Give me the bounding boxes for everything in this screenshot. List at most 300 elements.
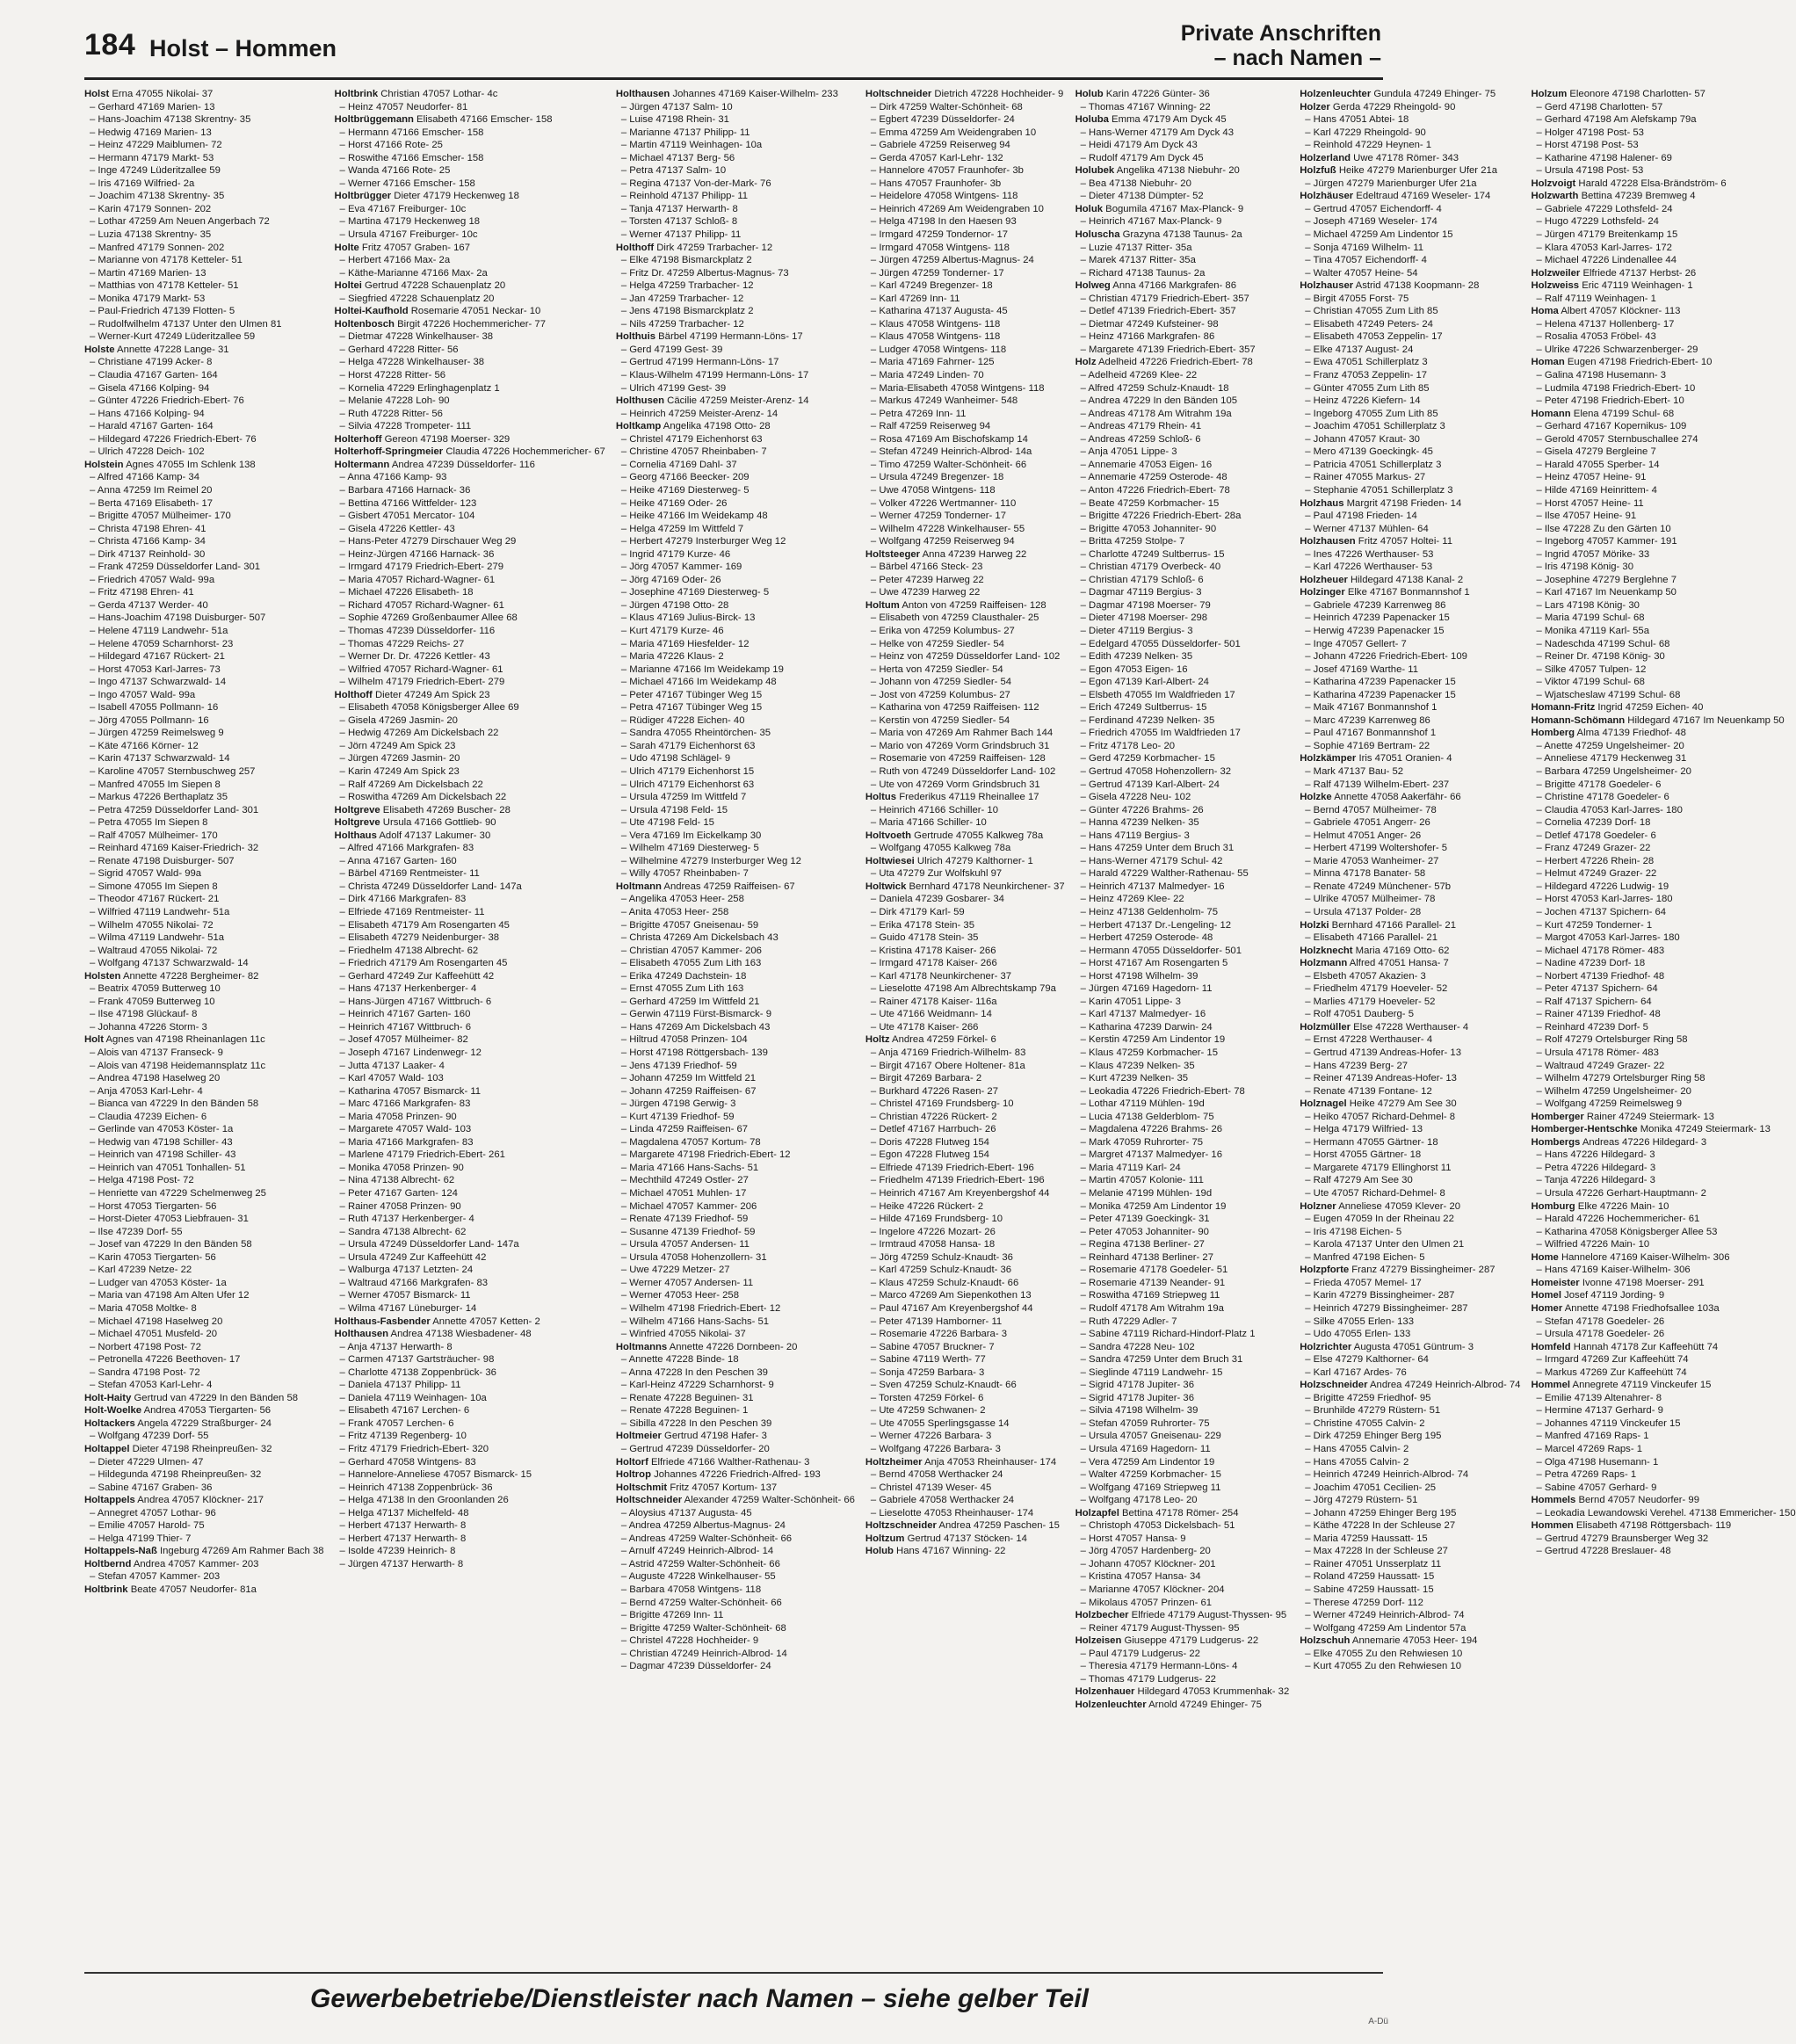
directory-entry: Holzhauser Astrid 47138 Koopmann- 28 <box>1300 280 1480 292</box>
directory-entry: – Claudia 47167 Garten- 164 <box>90 370 218 381</box>
directory-entry: Holtei-Kaufhold Rosemarie 47051 Neckar- 10 <box>334 306 541 317</box>
directory-entry: – Max 47228 In der Schleuse 27 <box>1305 1546 1448 1557</box>
directory-entry: – Ute 47055 Sperlingsgasse 14 <box>870 1417 1010 1429</box>
directory-entry: – Werner 47226 Barbara- 3 <box>870 1431 992 1442</box>
directory-entry: – Petra 47269 Raps- 1 <box>1536 1469 1637 1481</box>
directory-entry: – Heinrich 47279 Bissingheimer- 287 <box>1305 1302 1468 1314</box>
directory-entry: – Klara 47053 Karl-Jarres- 172 <box>1536 242 1672 253</box>
directory-entry: Homberg Alma 47139 Friedhof- 48 <box>1531 728 1686 739</box>
directory-entry: – Rosalia 47053 Fröbel- 43 <box>1536 331 1656 343</box>
directory-entry: – Marianne 47166 Im Weidekamp 19 <box>620 663 784 675</box>
directory-entry: – Elisabeth 47053 Zeppelin- 17 <box>1305 331 1443 343</box>
directory-entry: Holtappels-Naß Ingeburg 47269 Am Rahmer Bach 38 <box>84 1546 324 1557</box>
directory-entry: – Rainer 47139 Friedhof- 48 <box>1536 1009 1661 1020</box>
directory-entry: – Jürgen 47137 Salm- 10 <box>620 101 733 112</box>
directory-entry: – Maria 47166 Hans-Sachs- 51 <box>620 1162 759 1173</box>
directory-entry: – Barbara 47058 Wintgens- 118 <box>620 1584 762 1595</box>
directory-entry: Holt Agnes van 47198 Rheinanlagen 11c <box>84 1034 265 1046</box>
directory-entry: – Herbert 47166 Max- 2a <box>339 255 451 266</box>
directory-entry: – Friedrich 47055 Im Waldfrieden 17 <box>1080 728 1241 739</box>
directory-entry: – Ute 47166 Weidmann- 14 <box>870 1009 992 1020</box>
directory-entry: – Harald 47229 Walther-Rathenau- 55 <box>1080 868 1249 880</box>
directory-entry: – Thomas 47179 Ludgerus- 22 <box>1080 1673 1216 1685</box>
directory-entry: – Frieda 47057 Memel- 17 <box>1305 1277 1422 1288</box>
directory-entry: – Werner 47057 Andersen- 11 <box>620 1277 754 1288</box>
directory-entry: – Helga 47179 Wilfried- 13 <box>1305 1124 1423 1135</box>
directory-entry: – Wilhelm 47198 Friedrich-Ebert- 12 <box>620 1302 781 1314</box>
directory-entry: – Wolfgang 47259 Am Lindentor 57a <box>1305 1622 1466 1634</box>
directory-column-2 <box>335 88 605 1960</box>
directory-entry: – Petronella 47226 Beethoven- 17 <box>90 1354 241 1366</box>
directory-entry: – Margarete 47139 Friedrich-Ebert- 357 <box>1080 344 1256 355</box>
directory-entry: – Dagmar 47239 Düsseldorfer- 24 <box>620 1661 771 1672</box>
directory-entry: – Eugen 47059 In der Rheinau 22 <box>1305 1214 1454 1225</box>
directory-entry: – Maria 47119 Karl- 24 <box>1080 1162 1181 1173</box>
directory-entry: – Ruth 47229 Adler- 7 <box>1080 1316 1177 1327</box>
directory-entry: – Tina 47057 Eichendorff- 4 <box>1305 255 1427 266</box>
directory-entry: – Charlotte 47138 Zoppenbrück- 36 <box>339 1366 496 1378</box>
directory-entry: – Michael 47178 Römer- 483 <box>1536 945 1665 956</box>
directory-entry: – Hans 47166 Kolping- 94 <box>90 408 205 419</box>
directory-entry: – Anna 47259 Im Reimel 20 <box>90 484 213 496</box>
directory-entry: – Klaus 47239 Nelken- 35 <box>1080 1060 1195 1071</box>
directory-entry: – Kurt 47239 Nelken- 35 <box>1080 1073 1189 1084</box>
directory-entry: – Karl-Heinz 47229 Scharnhorst- 9 <box>620 1380 774 1391</box>
directory-entry: – Werner 47137 Mühlen- 64 <box>1305 523 1429 534</box>
directory-entry: – Katharina 47137 Augusta- 45 <box>870 306 1008 317</box>
directory-entry: – Dietmar 47249 Kufsteiner- 98 <box>1080 318 1219 330</box>
directory-entry: – Jörg 47279 Rüstern- 51 <box>1305 1495 1418 1506</box>
directory-entry: – Gertrud 47139 Karl-Albert- 24 <box>1080 779 1220 790</box>
directory-entry: Holtappels Andrea 47057 Klöckner- 217 <box>84 1495 264 1506</box>
directory-entry: – Martin 47057 Kolonie- 111 <box>1080 1175 1204 1186</box>
directory-entry: – Ines 47226 Werthauser- 53 <box>1305 548 1434 560</box>
directory-entry: – Edelgard 47055 Düsseldorfer- 501 <box>1080 638 1241 649</box>
directory-entry: Holtschneider Alexander 47259 Walter-Schönheit- 66 <box>615 1495 855 1506</box>
directory-entry: – Bärbel 47169 Rentmeister- 11 <box>339 868 480 880</box>
directory-entry: – Wilhelm 47055 Nikolai- 72 <box>90 919 214 931</box>
directory-entry: – Elisabeth von 47259 Clausthaler- 25 <box>870 612 1039 624</box>
directory-entry: – Hans-Werner 47179 Schul- 42 <box>1080 855 1223 866</box>
directory-entry: – Isolde 47239 Heinrich- 8 <box>339 1546 456 1557</box>
directory-entry: – Bianca van 47229 In den Bänden 58 <box>90 1098 259 1110</box>
directory-entry: – Roswitha 47169 Striepweg 11 <box>1080 1290 1220 1301</box>
directory-entry: Holtus Frederikus 47119 Rheinallee 17 <box>865 792 1039 803</box>
directory-entry: – Michael 47226 Elisabeth- 18 <box>339 587 474 598</box>
directory-entry: – Elisabeth 47279 Neidenburger- 38 <box>339 932 500 944</box>
directory-entry: – Therese 47259 Dorf- 112 <box>1305 1597 1423 1608</box>
directory-entry: – Dagmar 47198 Moerser- 79 <box>1080 599 1211 611</box>
directory-entry: – Peter 47139 Hamborner- 11 <box>870 1316 1003 1327</box>
directory-entry: – Ulrich 47199 Gest- 39 <box>620 382 727 394</box>
directory-entry: – Gerhard 47259 Im Wittfeld 21 <box>620 996 760 1007</box>
directory-entry: – Stefan 47249 Heinrich-Albrod- 14a <box>870 446 1032 458</box>
directory-entry: – Manfred 47179 Sonnen- 202 <box>90 242 225 253</box>
directory-entry: – Harald 47226 Hochemmericher- 61 <box>1536 1214 1700 1225</box>
directory-entry: – Holger 47198 Post- 53 <box>1536 127 1644 138</box>
directory-entry: Holsten Annette 47228 Bergheimer- 82 <box>84 970 259 982</box>
directory-entry: – Helene 47119 Landwehr- 51a <box>90 625 228 636</box>
directory-entry: – Viktor 47199 Schul- 68 <box>1536 677 1645 688</box>
directory-entry: – Peter 47137 Spichern- 64 <box>1536 983 1658 995</box>
directory-entry: – Jens 47198 Bismarckplatz 2 <box>620 306 754 317</box>
directory-entry: Holzum Eleonore 47198 Charlotten- 57 <box>1531 89 1705 99</box>
directory-entry: – Franz 47053 Zeppelin- 17 <box>1305 370 1428 381</box>
directory-entry: – Volker 47226 Wertmanner- 110 <box>870 497 1017 509</box>
directory-entry: – Egon 47139 Karl-Albert- 24 <box>1080 677 1209 688</box>
directory-entry: – Kristina 47057 Hansa- 34 <box>1080 1571 1201 1583</box>
directory-entry: Holuba Emma 47179 Am Dyck 45 <box>1075 114 1227 126</box>
directory-entry: – Horst 47167 Am Rosengarten 5 <box>1080 958 1228 969</box>
directory-entry: – Dirk 47166 Markgrafen- 83 <box>339 894 467 905</box>
directory-entry: – Barbara 47259 Ungelsheimer- 20 <box>1536 765 1691 777</box>
directory-entry: – Käte 47166 Körner- 12 <box>90 740 199 751</box>
directory-entry: Holtz Andrea 47259 Förkel- 6 <box>865 1034 996 1046</box>
directory-entry: – Heike 47166 Im Weidekamp 48 <box>620 511 768 522</box>
directory-entry: – Manfred 47055 Im Siepen 8 <box>90 779 221 790</box>
directory-entry: – Patricia 47051 Schillerplatz 3 <box>1305 459 1442 470</box>
directory-entry: – Michael 47051 Muhlen- 17 <box>620 1188 747 1200</box>
directory-entry: – Ursula 47226 Gerhart-Hauptmann- 2 <box>1536 1188 1706 1200</box>
directory-entry: – Ludger van 47053 Köster- 1a <box>90 1277 227 1288</box>
directory-entry: – Josephine 47279 Berglehne 7 <box>1536 574 1677 585</box>
directory-entry: – Heinrich 47167 Am Kreyenbergshof 44 <box>870 1188 1050 1200</box>
directory-entry: Homann Elena 47199 Schul- 68 <box>1531 408 1675 419</box>
directory-entry: Holtbrüggemann Elisabeth 47166 Emscher- 158 <box>334 114 553 126</box>
directory-entry: – Heinz 47166 Markgrafen- 86 <box>1080 331 1215 343</box>
directory-entry: – Wilhelmine 47279 Insterburger Weg 12 <box>620 855 801 866</box>
directory-entry: Holtmanns Annette 47226 Dornbeen- 20 <box>615 1341 798 1352</box>
directory-entry: Holzke Annette 47058 Aakerfähr- 66 <box>1300 792 1461 803</box>
directory-entry: – Hildegunda 47198 Rheinpreußen- 32 <box>90 1469 262 1481</box>
directory-entry: Holst Erna 47055 Nikolai- 37 <box>84 89 214 99</box>
directory-entry: – Heinrich 47269 Am Weidengraben 10 <box>870 203 1044 214</box>
directory-entry: – Winfried 47055 Nikolai- 37 <box>620 1329 746 1340</box>
directory-entry: – Anja 47169 Friedrich-Wilhelm- 83 <box>870 1047 1026 1059</box>
directory-entry: – Ingrid 47057 Mörike- 33 <box>1536 548 1650 560</box>
directory-entry: – Marianne von 47178 Ketteler- 51 <box>90 255 243 266</box>
directory-entry: – Gerold 47057 Sternbuschallee 274 <box>1536 433 1698 445</box>
directory-entry: – Karl 47229 Rheingold- 90 <box>1305 127 1426 138</box>
directory-entry: – Helke von 47259 Siedler- 54 <box>870 638 1004 649</box>
directory-entry: – Ursula 47198 Feld- 15 <box>620 804 728 815</box>
directory-entry: – Susanne 47139 Friedhof- 59 <box>620 1226 756 1237</box>
directory-entry: – Daniela 47119 Weinhagen- 10a <box>339 1392 487 1403</box>
directory-entry: – Elsbeth 47057 Akazien- 3 <box>1305 970 1426 982</box>
directory-entry: – Frank 47259 Düsseldorfer Land- 301 <box>90 562 261 573</box>
directory-entry: – Henriette van 47229 Schelmenweg 25 <box>90 1188 266 1200</box>
directory-entry: Holthaus Adolf 47137 Lakumer- 30 <box>334 830 491 841</box>
directory-entry: – Simone 47055 Im Siepen 8 <box>90 881 218 892</box>
directory-entry: – Hermann 47055 Gärtner- 18 <box>1305 1136 1438 1148</box>
directory-entry: – Gerda 47057 Karl-Lehr- 132 <box>870 152 1003 163</box>
directory-entry: – Harald 47055 Sperber- 14 <box>1536 459 1660 470</box>
directory-entry: – Heinrich 47167 Wittbruch- 6 <box>339 1021 471 1033</box>
directory-entry: – Mario von 47269 Vorm Grindsbruch 31 <box>870 740 1050 751</box>
directory-entry: – Hilde 47169 Heinrittem- 4 <box>1536 484 1657 496</box>
directory-entry: – Heinrich 47239 Papenacker 15 <box>1305 612 1450 624</box>
directory-entry: – Egon 47053 Eigen- 16 <box>1080 663 1188 675</box>
directory-entry: – Luise 47198 Rhein- 31 <box>620 114 729 126</box>
directory-entry: – Hildegard 47167 Rückert- 21 <box>90 651 225 663</box>
directory-entry: – Karl 47259 Schulz-Knaudt- 36 <box>870 1265 1012 1276</box>
directory-entry: – Ursula 47178 Römer- 483 <box>1536 1047 1659 1059</box>
directory-entry: – Margarete 47057 Wald- 103 <box>339 1124 472 1135</box>
directory-entry: – Fritz Dr. 47259 Albertus-Magnus- 73 <box>620 267 789 279</box>
directory-entry: – Sonja 47259 Barbara- 3 <box>870 1366 985 1378</box>
directory-entry: – Petra 47226 Hildegard- 3 <box>1536 1162 1656 1173</box>
directory-entry: – Heinz 47138 Geldenholm- 75 <box>1080 907 1218 917</box>
directory-entry: – Jürgen 47259 Tonderner- 17 <box>870 267 1004 279</box>
directory-entry: – Sven 47259 Schulz-Knaudt- 66 <box>870 1380 1017 1391</box>
directory-entry: – Andreas 47178 Am Witrahm 19a <box>1080 408 1232 419</box>
directory-entry: – Hans 47051 Abtei- 18 <box>1305 114 1409 126</box>
directory-entry: – Monika 47259 Am Lindentor 19 <box>1080 1200 1227 1212</box>
directory-entry: – Christel 47169 Frundsberg- 10 <box>870 1098 1014 1110</box>
directory-entry: Holtschmit Fritz 47057 Kortum- 137 <box>615 1482 778 1493</box>
directory-entry: – Jost von 47259 Kolumbus- 27 <box>870 689 1010 700</box>
directory-entry: – Wilhelm 47259 Ungelsheimer- 20 <box>1536 1085 1691 1097</box>
directory-entry: – Christian 47179 Schloß- 6 <box>1080 574 1204 585</box>
directory-entry: – Galina 47198 Husemann- 3 <box>1536 370 1667 381</box>
directory-entry: – Rainer 47051 Unsserplatz 11 <box>1305 1558 1442 1569</box>
directory-entry: – Detlef 47178 Goedeler- 6 <box>1536 830 1656 841</box>
directory-entry: – Lars 47198 König- 30 <box>1536 599 1640 611</box>
directory-entry: – Ursula 47169 Hagedorn- 11 <box>1080 1443 1211 1454</box>
directory-entry: – Renate 47139 Fontane- 12 <box>1305 1085 1432 1097</box>
directory-entry: Holzschneider Andrea 47249 Heinrich-Albrod- 74 <box>1300 1380 1521 1391</box>
directory-entry: Homeister Ivonne 47198 Moerser- 291 <box>1531 1277 1705 1288</box>
directory-entry: – Heiko 47057 Richard-Dehmel- 8 <box>1305 1111 1456 1122</box>
directory-entry: – Jürgen 47198 Gerwig- 3 <box>620 1098 736 1110</box>
directory-entry: – Erika 47178 Stein- 35 <box>870 919 974 931</box>
directory-entry: – Ralf 47259 Reiserweg 94 <box>870 421 991 432</box>
directory-entry: – Ruth 47228 Ritter- 56 <box>339 408 443 419</box>
directory-entry: – Hildegard 47226 Ludwig- 19 <box>1536 881 1669 892</box>
directory-entry: – Horst 47053 Karl-Jarres- 73 <box>90 663 221 675</box>
directory-entry: – Josephine 47169 Diesterweg- 5 <box>620 587 770 598</box>
directory-entry: – Rolf 47051 Dauberg- 5 <box>1305 1009 1414 1020</box>
directory-entry: – Lieselotte 47198 Am Albrechtskamp 79a <box>870 983 1056 995</box>
directory-entry: – Horst 47166 Rote- 25 <box>339 140 443 151</box>
directory-entry: – Heinz 47269 Klee- 22 <box>1080 894 1184 905</box>
directory-entry: Holzknecht Maria 47169 Otto- 62 <box>1300 945 1450 956</box>
directory-entry: – Gisela 47226 Kettler- 43 <box>339 523 455 534</box>
directory-entry: – Brigitte 47178 Goedeler- 6 <box>1536 779 1662 790</box>
directory-entry: Holzwarth Bettina 47239 Bremweg 4 <box>1531 191 1696 202</box>
directory-entry: – Hans 47119 Bergius- 3 <box>1080 830 1190 841</box>
directory-entry: – Michael 47198 Haselweg 20 <box>90 1316 223 1327</box>
directory-entry: – Ernst 47228 Werthauser- 4 <box>1305 1034 1433 1046</box>
directory-entry: – Johann 47259 Raiffeisen- 67 <box>620 1085 757 1097</box>
directory-entry: – Gisela 47279 Bergleine 7 <box>1536 446 1656 458</box>
directory-entry: – Erich 47249 Sultberrus- 15 <box>1080 702 1207 714</box>
directory-entry: – Manfred 47198 Eichen- 5 <box>1305 1251 1425 1263</box>
directory-entry: – Horst 47053 Karl-Jarres- 180 <box>1536 894 1673 905</box>
directory-entry: – Gabriele 47058 Werthacker 24 <box>870 1495 1014 1506</box>
directory-entry: – Heike 47169 Oder- 26 <box>620 497 728 509</box>
directory-entry: Holzfuß Heike 47279 Marienburger Ufer 21a <box>1300 165 1498 177</box>
directory-entry: – Renate 47228 Beguinen- 1 <box>620 1405 749 1417</box>
directory-entry: – Wolfgang 47239 Dorf- 55 <box>90 1431 209 1442</box>
directory-entry: – Monika 47058 Prinzen- 90 <box>339 1162 464 1173</box>
directory-entry: Holzhäuser Edeltraud 47169 Weseler- 174 <box>1300 191 1491 202</box>
directory-entry: – Michael 47057 Kammer- 206 <box>620 1200 757 1212</box>
directory-entry: – Lieselotte 47053 Rheinhauser- 174 <box>870 1507 1034 1519</box>
directory-entry: – Anton 47226 Friedrich-Ebert- 78 <box>1080 484 1230 496</box>
directory-entry: – Frank 47057 Lerchen- 6 <box>339 1417 454 1429</box>
directory-entry: – Reinhard 47138 Berliner- 27 <box>1080 1251 1213 1263</box>
section-range: Holst – Hommen <box>149 35 337 62</box>
directory-entry: – Maria von 47269 Am Rahmer Bach 144 <box>870 728 1054 739</box>
directory-entry: – Theodor 47167 Rückert- 21 <box>90 894 220 905</box>
directory-entry: – Jürgen 47169 Hagedorn- 11 <box>1080 983 1213 995</box>
directory-entry: – Jürgen 47269 Jasmin- 20 <box>339 753 460 765</box>
directory-entry: – Petra 47137 Salm- 10 <box>620 165 727 177</box>
directory-entry: – Silvia 47228 Trompeter- 111 <box>339 421 472 432</box>
directory-entry: – Maria 47166 Schiller- 10 <box>870 817 987 829</box>
directory-entry: Holzenhauer Hildegard 47053 Krummenhak- 32 <box>1075 1686 1290 1698</box>
directory-entry: – Heidi 47179 Am Dyck 43 <box>1080 140 1198 151</box>
directory-entry: – Gisela 47166 Kolping- 94 <box>90 382 210 394</box>
directory-entry: – Michael 47226 Lindenallee 44 <box>1536 255 1677 266</box>
directory-entry: – Minna 47178 Banater- 58 <box>1305 868 1426 880</box>
directory-entry: – Claudia 47053 Karl-Jarres- 180 <box>1536 804 1683 815</box>
directory-entry: – Helga 47198 Post- 72 <box>90 1175 194 1186</box>
directory-entry: – Jörg 47259 Schulz-Knaudt- 36 <box>870 1251 1013 1263</box>
directory-entry: – Markus 47249 Wanheimer- 548 <box>870 395 1018 407</box>
directory-entry: – Magdalena 47226 Brahms- 26 <box>1080 1124 1223 1135</box>
directory-entry: – Sieglinde 47119 Landwehr- 15 <box>1080 1366 1223 1378</box>
directory-entry: – Sigrid 47178 Jupiter- 36 <box>1080 1380 1194 1391</box>
directory-entry: – Waltraud 47249 Grazer- 22 <box>1536 1060 1665 1071</box>
directory-entry: – Hermann 47055 Düsseldorfer- 501 <box>1080 945 1242 956</box>
directory-entry: – Gabriele 47051 Angerr- 26 <box>1305 817 1430 829</box>
directory-entry: – Dirk 47137 Reinhold- 30 <box>90 548 206 560</box>
directory-entry: – Uwe 47239 Harweg 22 <box>870 587 981 598</box>
directory-entry: – Wilhelm 47179 Friedrich-Ebert- 279 <box>339 677 505 688</box>
directory-entry: – Maria 47058 Moltke- 8 <box>90 1302 197 1314</box>
directory-entry: – Brigitte 47057 Gneisenau- 59 <box>620 919 759 931</box>
directory-columns <box>84 88 1796 1960</box>
directory-entry: – Ernst 47055 Zum Lith 163 <box>620 983 744 995</box>
directory-entry: – Annemarie 47259 Osterode- 48 <box>1080 472 1228 483</box>
directory-entry: – Marianne 47057 Klöckner- 204 <box>1080 1584 1225 1595</box>
directory-entry: Holt-Woelke Andrea 47053 Tiergarten- 56 <box>84 1405 272 1417</box>
directory-entry: – Wilhelm 47169 Diesterweg- 5 <box>620 843 759 854</box>
directory-entry: – Helmut 47249 Grazer- 22 <box>1536 868 1657 880</box>
directory-entry: – Gerhard 47198 Am Alefskamp 79a <box>1536 114 1697 126</box>
directory-entry: – Dirk 47259 Walter-Schönheit- 68 <box>870 101 1023 112</box>
directory-entry: – Richard 47138 Taunus- 2a <box>1080 267 1206 279</box>
directory-entry: – Jörg 47057 Hardenberg- 20 <box>1080 1546 1211 1557</box>
directory-entry: – Hans-Joachim 47138 Skrentny- 35 <box>90 114 251 126</box>
directory-entry: – Herbert 47279 Insterburger Weg 12 <box>620 536 786 547</box>
directory-entry: – Christian 47055 Zum Lith 85 <box>1305 306 1438 317</box>
directory-entry: – Ingrid 47179 Kurze- 46 <box>620 548 731 560</box>
directory-entry: – Iris 47169 Wilfried- 2a <box>90 178 195 189</box>
directory-entry: – Paul 47167 Am Kreyenbergshof 44 <box>870 1302 1033 1314</box>
directory-entry: – Klaus 47259 Korbmacher- 15 <box>1080 1047 1218 1059</box>
directory-entry: – Doris 47228 Flutweg 154 <box>870 1136 989 1148</box>
directory-entry: – Joseph 47167 Lindenwegr- 12 <box>339 1047 482 1059</box>
directory-entry: – Andreas 47259 Schloß- 6 <box>1080 433 1201 445</box>
directory-entry: – Werner 47259 Tonderner- 17 <box>870 511 1006 522</box>
directory-entry: – Lucia 47138 Gelderblom- 75 <box>1080 1111 1214 1122</box>
directory-entry: – Martin 47119 Weinhagen- 10a <box>620 140 763 151</box>
directory-entry: – Joachim 47051 Schillerplatz 3 <box>1305 421 1445 432</box>
directory-entry: – Dieter 47119 Bergius- 3 <box>1080 625 1193 636</box>
directory-entry: – Klaus-Wilhelm 47199 Hermann-Löns- 17 <box>620 370 809 381</box>
directory-entry: – Reinhard 47169 Kaiser-Friedrich- 32 <box>90 843 259 854</box>
directory-entry: – Kurt 47179 Kurze- 46 <box>620 625 724 636</box>
directory-entry: – Christel 47228 Hochheider- 9 <box>620 1635 759 1647</box>
directory-entry: – Brigitte 47269 Inn- 11 <box>620 1610 724 1621</box>
directory-entry: – Elisabeth 47167 Lerchen- 6 <box>339 1405 470 1417</box>
directory-entry: – Gerhard 47228 Ritter- 56 <box>339 344 459 355</box>
directory-entry: – Heinz 47229 Maiblumen- 72 <box>90 140 222 151</box>
directory-entry: – Hans-Peter 47279 Dirschauer Weg 29 <box>339 536 517 547</box>
directory-entry: – Petra 47167 Tübinger Weg 15 <box>620 702 763 714</box>
directory-entry: – Sigrid 47178 Jupiter- 36 <box>1080 1392 1194 1403</box>
directory-entry: – Tanja 47226 Hildegard- 3 <box>1536 1175 1655 1186</box>
directory-entry: – Irmgard 47259 Tondernor- 17 <box>870 229 1009 241</box>
directory-entry: – Margot 47053 Karl-Jarres- 180 <box>1536 932 1680 944</box>
directory-entry: – Gertrud 47199 Hermann-Löns- 17 <box>620 357 779 368</box>
directory-entry: – Emilie 47057 Harold- 75 <box>90 1520 205 1532</box>
directory-entry: – Maria 47058 Prinzen- 90 <box>339 1111 457 1122</box>
directory-entry: – Wolfgang 47137 Schwarzwald- 14 <box>90 958 249 969</box>
directory-entry: – Dagmar 47119 Bergius- 3 <box>1080 587 1202 598</box>
directory-entry: – Anna 47166 Kamp- 93 <box>339 472 447 483</box>
directory-entry: – Friedhelm 47139 Friedrich-Ebert- 196 <box>870 1175 1045 1186</box>
directory-entry: Holzhausen Fritz 47057 Holtei- 11 <box>1300 536 1452 547</box>
directory-entry: Holtenbosch Birgit 47226 Hochemmericher- 77 <box>334 318 546 330</box>
directory-entry: – Torsten 47137 Schloß- 8 <box>620 216 738 228</box>
directory-entry: – Renate 47198 Duisburger- 507 <box>90 855 235 866</box>
directory-entry: – Günter 47055 Zum Lith 85 <box>1305 382 1430 394</box>
directory-entry: – Katharina 47058 Königsberger Allee 53 <box>1536 1226 1718 1237</box>
directory-entry: – Käthe-Marianne 47166 Max- 2a <box>339 267 488 279</box>
directory-entry: – Angelika 47053 Heer- 258 <box>620 894 744 905</box>
directory-entry: – Dieter 47138 Dümpter- 52 <box>1080 191 1204 202</box>
directory-entry: – Bettina 47166 Wittfelder- 123 <box>339 497 477 509</box>
directory-entry: Homan Eugen 47198 Friedrich-Ebert- 10 <box>1531 357 1713 368</box>
directory-entry: – Waltraud 47166 Markgrafen- 83 <box>339 1277 489 1288</box>
directory-entry: – Ute 47259 Schwanen- 2 <box>870 1405 986 1417</box>
directory-entry: – Werner Dr. Dr. 47226 Kettler- 43 <box>339 651 490 663</box>
directory-entry: – Fritz 47179 Friedrich-Ebert- 320 <box>339 1443 489 1454</box>
directory-entry: – Daniela 47137 Philipp- 11 <box>339 1380 461 1391</box>
directory-entry: – Herbert 47226 Rhein- 28 <box>1536 855 1655 866</box>
directory-entry: Holub Karin 47226 Günter- 36 <box>1075 89 1210 99</box>
directory-entry: – Heinrich 47138 Zoppenbrück- 36 <box>339 1482 493 1493</box>
directory-entry: – Ilse 47198 Glückauf- 8 <box>90 1009 198 1020</box>
directory-entry: Holthausen Andrea 47138 Wiesbadener- 48 <box>334 1329 532 1340</box>
directory-entry: Holtbrügger Dieter 47179 Heckenweg 18 <box>334 191 519 202</box>
directory-entry: – Anneliese 47179 Heckenweg 31 <box>1536 753 1687 765</box>
directory-entry: – Helene 47059 Scharnhorst- 23 <box>90 638 234 649</box>
directory-entry: – Christiane 47199 Acker- 8 <box>90 357 213 368</box>
directory-entry: – Ursula 47057 Andersen- 11 <box>620 1239 750 1250</box>
directory-entry: – Horst 47055 Gärtner- 18 <box>1305 1149 1422 1161</box>
directory-entry: – Bärbel 47166 Steck- 23 <box>870 562 983 573</box>
directory-entry: – Wilfried 47226 Main- 10 <box>1536 1239 1650 1250</box>
directory-entry: – Michael 47166 Im Weidekamp 48 <box>620 677 777 688</box>
directory-entry: – Hermann 47166 Emscher- 158 <box>339 127 484 138</box>
directory-entry: – Elsbeth 47055 Im Waldfrieden 17 <box>1080 689 1235 700</box>
directory-entry: – Helga 47228 Winkelhauser- 38 <box>339 357 485 368</box>
